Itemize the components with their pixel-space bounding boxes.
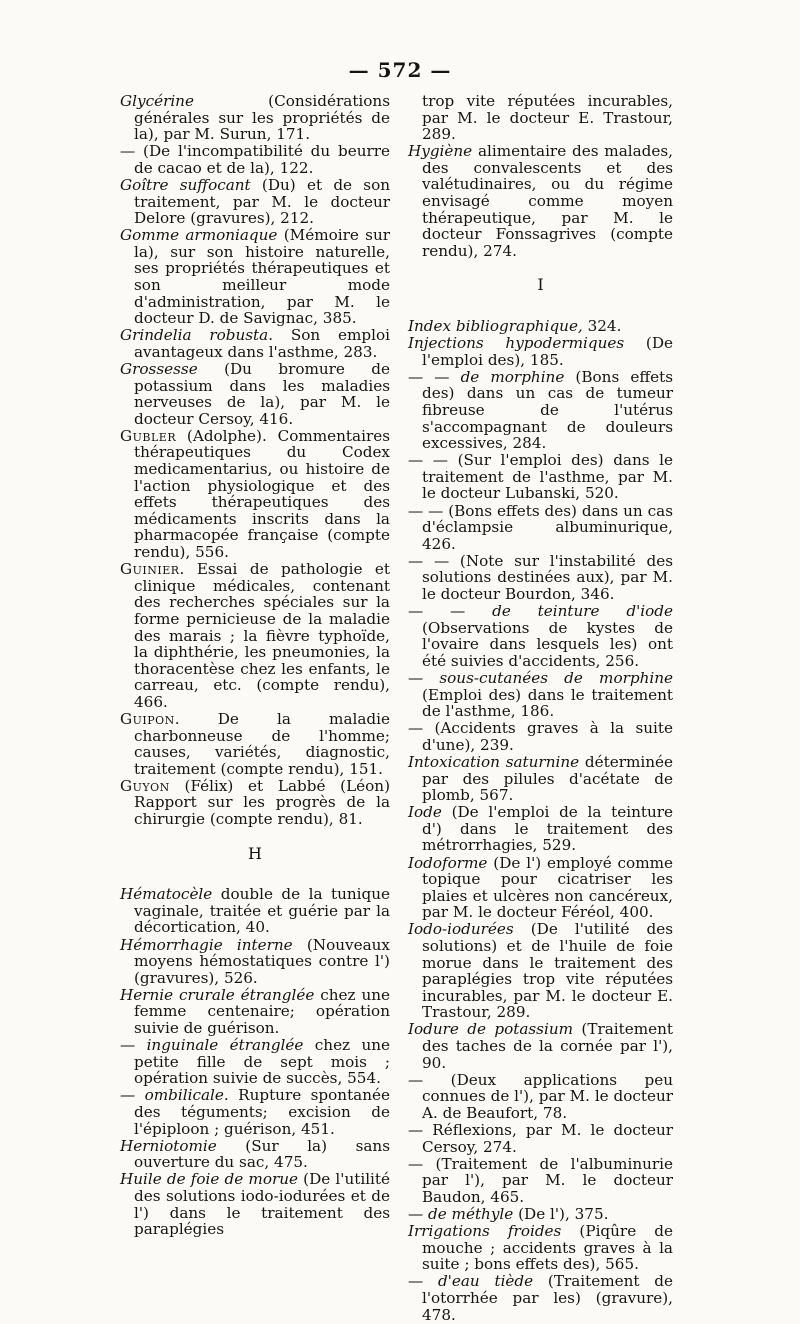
entry-text: . Essai de pathologie et clinique médicales, contenant des recherches spéciales sur la forme pernicieuse de la maladie des marais ; la fièvre typhoïde, la diphthérie, les pneumonies, la thoracentèse chez les enfants, le carreau, etc. (compte rendu), 466.: [134, 560, 390, 711]
index-entry: [120, 361, 390, 427]
entry-headword: Hernie crurale étranglée: [120, 985, 315, 1004]
index-entry: [120, 1171, 390, 1237]
entry-headword: Guyon: [120, 776, 170, 795]
index-entry: [120, 937, 390, 987]
entry-text: (Sur la) sans ouverture du sac, 475.: [134, 1136, 390, 1172]
entry-text: (Du bromure de potassium dans les maladies nerveuses de la), par M. le docteur Cersoy, 416.: [134, 360, 390, 428]
entry-text: (De l') employé comme topique pour cicatriser les plaies et ulcères non cancéreux, par M. le docteur Féréol, 400.: [422, 853, 673, 922]
index-entry: [120, 93, 390, 143]
index-entry: [408, 1072, 673, 1122]
entry-headword: Intoxication saturnine: [408, 752, 580, 771]
entry-headword: Hématocèle: [120, 885, 213, 904]
entry-headword: — — de morphine: [408, 367, 565, 386]
index-entry: [408, 335, 673, 368]
entry-headword: Glycérine: [120, 92, 194, 110]
entry-headword: — inguinale étranglée: [120, 1036, 304, 1055]
index-entry: [408, 318, 673, 335]
index-entry: [120, 1087, 390, 1137]
left-column: [120, 93, 390, 1238]
entry-text: (Nouveaux moyens hémostatiques contre l') (gravures), 526.: [134, 935, 390, 987]
entry-text: Rupture spontanée des téguments; excision de l'épiploon ; guérison, 451.: [134, 1086, 390, 1138]
entry-headword: — — de teinture d'iode: [408, 602, 673, 621]
entry-text: déterminée par des pilules d'acétate de plomb, 567.: [422, 752, 673, 805]
entry-text: (Du) et de son traitement, par M. le docteur Delore (gravures), 212.: [134, 175, 390, 228]
entry-text: (Mémoire sur la), sur son histoire naturelle, ses propriétés thérapeutiques et son meilleur mode d'administration, par M. le docteur D. de Savignac, 385.: [134, 226, 390, 328]
index-entry: [408, 1021, 673, 1071]
entry-headword: Hygiène: [408, 142, 473, 161]
entry-text: (Considérations générales sur les propriétés de la), par M. Surun, 171.: [134, 92, 390, 144]
index-entry: [408, 503, 673, 553]
entry-text: (Traitement des taches de la cornée par l'), 90.: [422, 1020, 673, 1072]
entry-headword: Gubler: [120, 426, 177, 445]
page-number: — 572 —: [348, 58, 452, 82]
index-entry: [120, 886, 390, 936]
entry-text: — (De l'incompatibilité du beurre de cacao et de la), 122.: [120, 142, 390, 177]
entry-headword: — sous-cutanées de morphine: [408, 669, 673, 687]
index-entry: [120, 1138, 390, 1171]
entry-text: chez une femme centenaire; opération suivie de guérison.: [134, 985, 390, 1037]
index-entry: [408, 1156, 673, 1206]
index-entry: [120, 143, 390, 176]
entry-text: — Réflexions, par M. le docteur Cersoy, 274.: [408, 1121, 673, 1156]
index-entry: [408, 804, 673, 854]
entry-text: (De l'), 375.: [513, 1205, 609, 1223]
entry-headword: Herniotomie: [120, 1136, 217, 1155]
entry-headword: Gomme armoniaque: [120, 226, 278, 245]
index-entry: [408, 921, 673, 1021]
entry-text: — (Accidents graves à la suite d'une), 239.: [408, 719, 673, 754]
index-entry: [408, 855, 673, 921]
entry-headword: Iodure de potassium: [408, 1020, 574, 1039]
entry-headword: Huile de foie de morue: [120, 1170, 298, 1189]
entry-text: (Emploi des) dans le traitement de l'asthme, 186.: [422, 685, 673, 721]
entry-headword: Injections hypodermiques: [408, 334, 625, 353]
entry-text: chez une petite fille de sept mois ; opération suivie de succès, 554.: [134, 1036, 390, 1088]
index-entry: [120, 177, 390, 227]
index-entry: [408, 369, 673, 452]
index-entry: [120, 987, 390, 1037]
index-entry: [408, 1273, 673, 1323]
index-entry: [120, 428, 390, 561]
entry-text: (Adolphe). Commentaires thérapeutiques du Codex medicamentarius, ou histoire de l'action physiologique et des effets thérapeutiques des médicaments inscrits dans la pharmacopée française (compte rendu), 556.: [134, 426, 390, 562]
entry-headword: Hémorrhagie interne: [120, 935, 293, 954]
entry-text: (Traitement de l'otorrhée par les) (gravure), 478.: [422, 1272, 673, 1324]
entry-headword: — de méthyle: [408, 1205, 514, 1223]
entry-headword: Iode: [408, 803, 442, 822]
entry-text: . De la maladie charbonneuse de l'homme; causes, variétés, diagnostic, traitement (compte rendu), 151.: [134, 709, 390, 778]
index-entry: [120, 1037, 390, 1087]
index-entry: [408, 720, 673, 753]
entry-text: — (Traitement de l'albuminurie par l'), par M. le docteur Baudon, 465.: [408, 1154, 673, 1206]
index-entry: [408, 1223, 673, 1273]
entry-text: alimentaire des malades, des convalescents et des valétudinaires, ou du régime envisagé comme moyen thérapeutique, par M. le docteur Fonssagrives (compte rendu), 274.: [422, 142, 673, 260]
entry-headword: — d'eau tiède: [408, 1272, 534, 1291]
index-entry: [120, 227, 390, 327]
index-entry: [120, 561, 390, 710]
entry-headword: Guinier: [120, 560, 180, 579]
entry-headword: — ombilicale.: [120, 1086, 229, 1105]
right-column: [408, 93, 673, 1324]
entry-headword: Iodo-iodurées: [408, 920, 514, 939]
entry-headword: Grossesse: [120, 360, 198, 378]
index-entry: [120, 778, 390, 828]
index-entry: [408, 452, 673, 502]
entry-text: trop vite réputées incurables, par M. le docteur E. Trastour, 289.: [422, 92, 673, 144]
section-letter: I: [537, 275, 544, 295]
entry-text: (Bons effets des) dans un cas de tumeur fibreuse de l'utérus s'accompagnant de douleurs excessives, 284.: [422, 367, 673, 453]
index-entry: [408, 1206, 673, 1223]
entry-text: — — (Sur l'emploi des) dans le traitement de l'asthme, par M. le docteur Lubanski, 520.: [408, 451, 673, 503]
entry-headword: Grindelia robusta.: [120, 326, 274, 345]
entry-headword: Irrigations froides: [408, 1222, 562, 1241]
entry-headword: Goître suffocant: [120, 175, 251, 194]
entry-text: (Observations de kystes de l'ovaire dans lesquels les) ont été suivies d'accidents, 256.: [422, 618, 673, 670]
index-entry: [408, 93, 673, 143]
index-entry: [408, 1122, 673, 1155]
entry-headword: Iodoforme: [408, 853, 488, 872]
section-letter: H: [248, 843, 262, 863]
entry-text: Son emploi avantageux dans l'asthme, 283.: [134, 326, 390, 361]
entry-headword: Index bibliographique,: [408, 317, 583, 336]
entry-text: (Félix) et Labbé (Léon) Rapport sur les progrès de la chirurgie (compte rendu), 81.: [134, 776, 390, 829]
index-entry: [408, 670, 673, 720]
entry-text: — — (Note sur l'instabilité des solutions destinées aux), par M. le docteur Bourdon, 346.: [408, 551, 673, 604]
index-entry: [408, 143, 673, 259]
entry-text: (De l'utilité des solutions iodo-iodurées et de l') dans le traitement des paraplégies: [134, 1170, 390, 1239]
entry-text: — (Deux applications peu connues de l'), par M. le docteur A. de Beaufort, 78.: [408, 1070, 674, 1122]
index-entry: [120, 711, 390, 777]
entry-text: (De l'utilité des solutions) et de l'huile de foie morue dans le traitement des paraplégies trop vite réputées incurables, par M. le docteur E. Trastour, 289.: [422, 920, 673, 1022]
index-entry: [408, 603, 673, 669]
entry-text: (De l'emploi de la teinture d') dans le traitement des métrorrhagies, 529.: [422, 803, 673, 855]
entry-text: (De l'emploi des), 185.: [422, 334, 673, 369]
index-entry: [120, 327, 390, 360]
index-entry: [408, 553, 673, 603]
entry-headword: Guipon: [120, 709, 175, 728]
entry-text: — — (Bons effets des) dans un cas d'éclampsie albuminurique, 426.: [408, 501, 673, 553]
entry-text: double de la tunique vaginale, traitée et guérie par la décortication, 40.: [134, 885, 390, 937]
index-entry: [408, 754, 673, 804]
entry-text: 324.: [582, 317, 622, 336]
entry-text: (Piqûre de mouche ; accidents graves à la suite ; bons effets des), 565.: [422, 1222, 673, 1274]
